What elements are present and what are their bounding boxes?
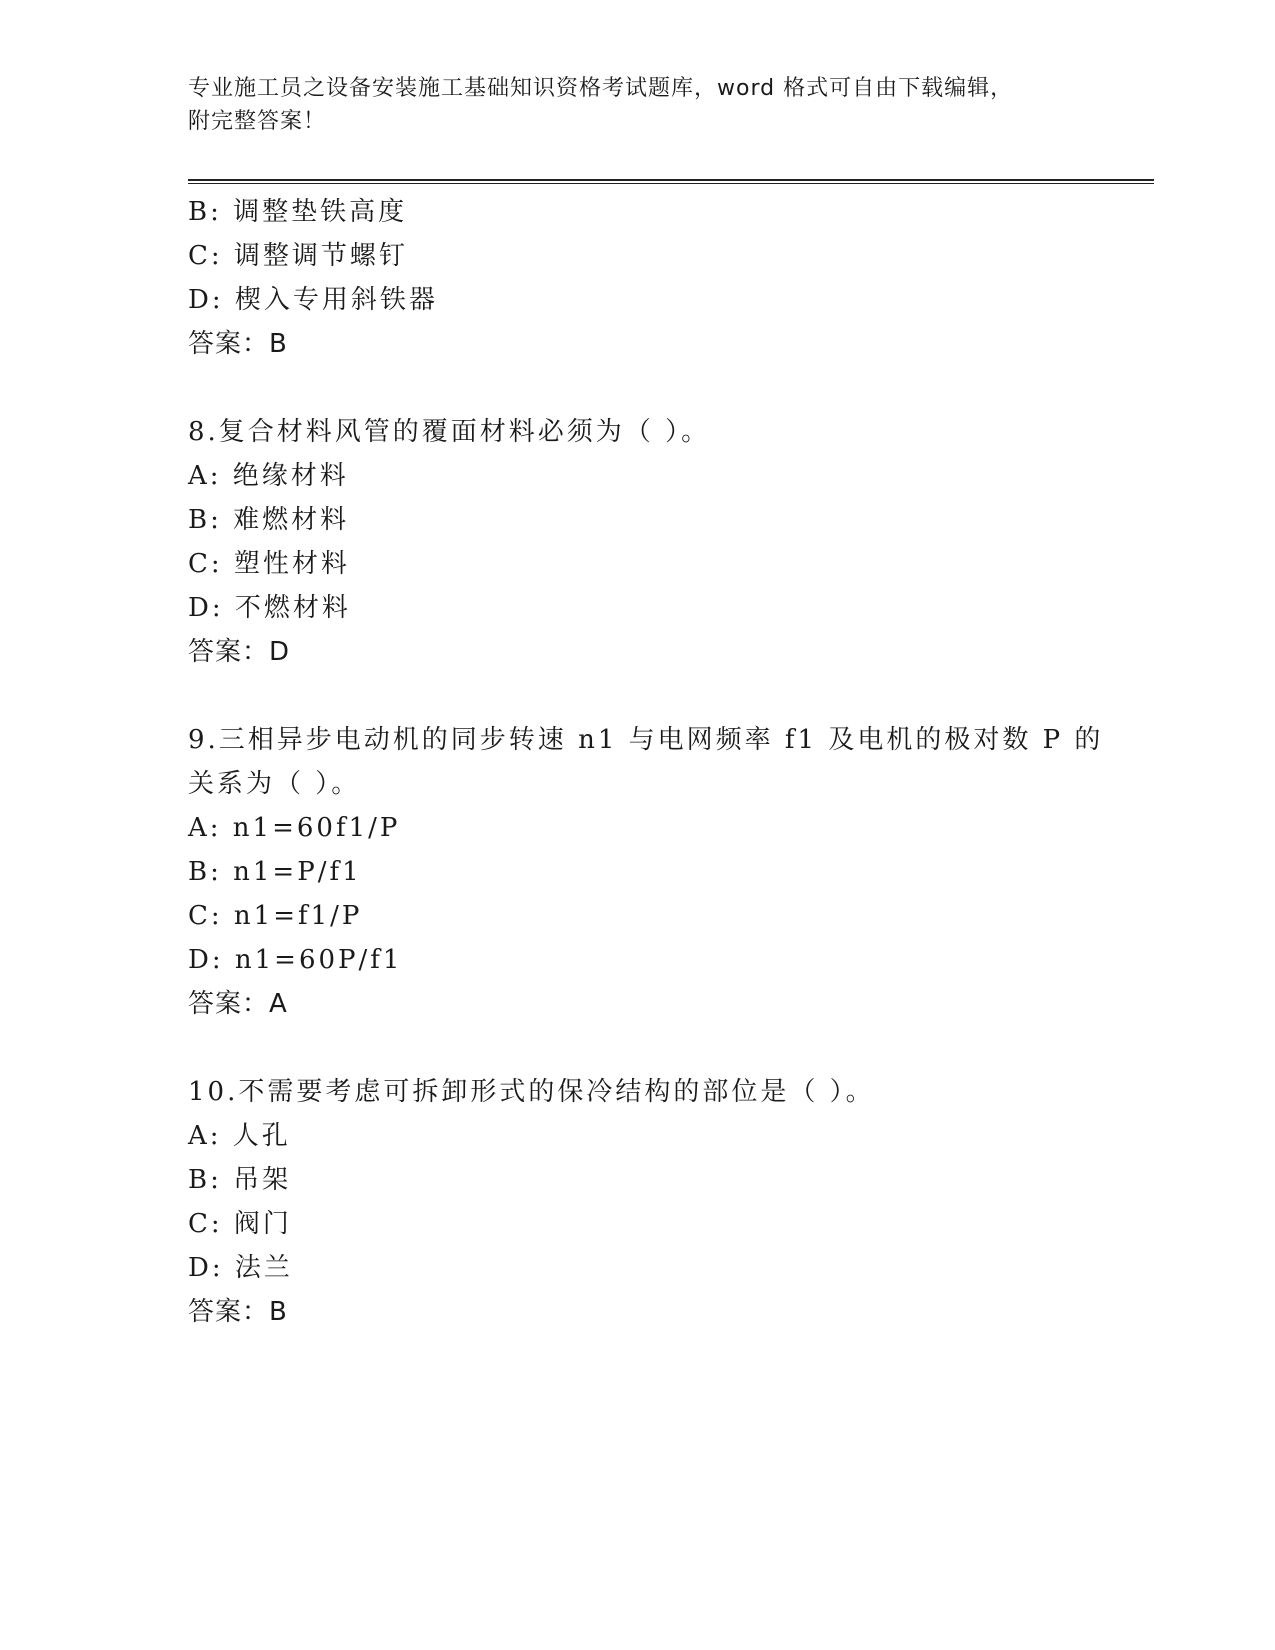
q10-option-b: B: 吊架 (188, 1165, 292, 1195)
q10-option-c: C: 阀门 (188, 1209, 292, 1239)
q8-answer: 答案：D (188, 637, 291, 667)
document-header (188, 72, 1068, 138)
q7-answer: 答案：B (188, 329, 288, 359)
header-line-1: 专业施工员之设备安装施工基础知识资格考试题库，word 格式可自由下载编辑， (188, 76, 1014, 101)
q9-stem-line-2: 关系为（ ）。 (188, 769, 361, 799)
header-divider-thin (188, 183, 1154, 184)
header-line-2: 附完整答案！ (188, 109, 327, 134)
q7-option-d: D: 楔入专用斜铁器 (188, 285, 438, 315)
q10-stem: 10.不需要考虑可拆卸形式的保冷结构的部位是（ ）。 (188, 1077, 875, 1107)
q8-option-d: D: 不燃材料 (188, 593, 351, 623)
q9-option-d: D: n1=60P/f1 (188, 945, 403, 975)
q9-option-c: C: n1=f1/P (188, 901, 363, 931)
q9-stem-line-1: 9.三相异步电动机的同步转速 n1 与电网频率 f1 及电机的极对数 P 的 (188, 725, 1104, 755)
q9-option-b: B: n1=P/f1 (188, 857, 362, 887)
q7-option-b: B: 调整垫铁高度 (188, 197, 408, 227)
q8-option-a: A: 绝缘材料 (188, 461, 349, 491)
q9-option-a: A: n1=60f1/P (188, 813, 401, 843)
q8-option-c: C: 塑性材料 (188, 549, 350, 579)
header-divider-thick (188, 179, 1154, 181)
q8-option-b: B: 难燃材料 (188, 505, 350, 535)
q9-answer: 答案：A (188, 989, 288, 1019)
q10-answer: 答案：B (188, 1297, 288, 1327)
q8-stem: 8.复合材料风管的覆面材料必须为（ ）。 (188, 417, 711, 447)
q10-option-d: D: 法兰 (188, 1253, 293, 1283)
q7-option-c: C: 调整调节螺钉 (188, 241, 408, 271)
q10-option-a: A: 人孔 (188, 1121, 291, 1151)
